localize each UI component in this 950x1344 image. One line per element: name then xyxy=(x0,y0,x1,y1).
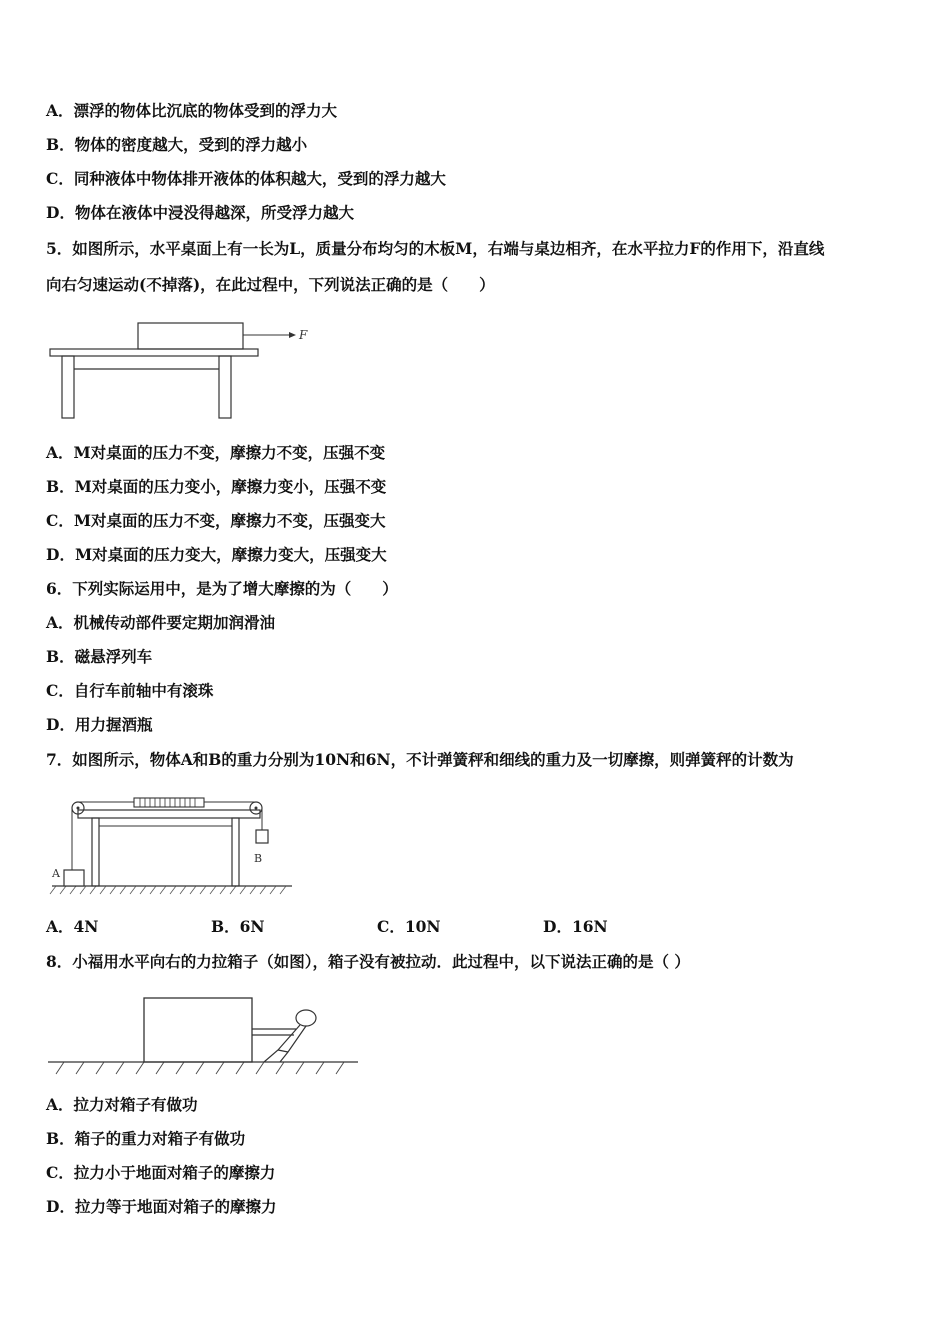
label-b: B xyxy=(254,852,263,865)
table-leg-left xyxy=(62,356,74,418)
q6-stem: 6．下列实际运用中，是为了增大摩擦的为（ ） xyxy=(46,579,398,598)
q5-table-figure xyxy=(46,318,326,422)
q5-stem-line1: 5．如图所示，水平桌面上有一长为L，质量分布均匀的木板M，右端与桌边相齐，在水平拉力F的作用下，沿直线 xyxy=(46,239,825,258)
q6-option-c: C．自行车前轴中有滚珠 xyxy=(46,681,214,700)
q4-option-c: C．同种液体中物体排开液体的体积越大，受到的浮力越大 xyxy=(46,169,446,188)
q7-option-b: B．6N xyxy=(211,917,265,936)
box xyxy=(144,998,252,1062)
q8-box-figure xyxy=(46,992,361,1082)
q5-stem-line2: 向右匀速运动(不掉落)，在此过程中，下列说法正确的是（ ） xyxy=(46,275,495,294)
table-top xyxy=(50,349,258,356)
q5-option-a: A．M对桌面的压力不变，摩擦力不变，压强不变 xyxy=(46,443,386,462)
person-head xyxy=(296,1010,316,1026)
q7-option-c: C．10N xyxy=(377,917,441,936)
force-label: F xyxy=(299,328,308,342)
spring-balance xyxy=(134,798,204,807)
q8-option-c: C．拉力小于地面对箱子的摩擦力 xyxy=(46,1163,276,1182)
q5-option-c: C．M对桌面的压力不变，摩擦力不变，压强变大 xyxy=(46,511,386,530)
q5-option-d: D．M对桌面的压力变大，摩擦力变大，压强变大 xyxy=(46,545,387,564)
block-a xyxy=(64,870,84,886)
q6-option-a: A．机械传动部件要定期加润滑油 xyxy=(46,613,276,632)
q8-option-b: B．箱子的重力对箱子有做功 xyxy=(46,1129,246,1148)
q7-option-d: D．16N xyxy=(543,917,608,936)
q8-stem: 8．小福用水平向右的力拉箱子（如图），箱子没有被拉动．此过程中，以下说法正确的是（ ） xyxy=(46,952,690,971)
table-leg-right xyxy=(219,356,231,418)
q4-option-a: A．漂浮的物体比沉底的物体受到的浮力大 xyxy=(46,101,338,120)
q7-pulley-figure xyxy=(46,790,296,905)
label-a: A xyxy=(52,867,60,880)
q6-option-b: B．磁悬浮列车 xyxy=(46,647,153,666)
q4-option-d: D．物体在液体中浸没得越深，所受浮力越大 xyxy=(46,203,354,222)
q7-stem: 7．如图所示，物体A和B的重力分别为10N和6N，不计弹簧秤和细线的重力及一切摩擦，则弹簧秤的计数为 xyxy=(46,750,794,769)
wooden-board-m xyxy=(138,323,243,349)
q7-option-a: A．4N xyxy=(46,917,99,936)
q4-option-b: B．物体的密度越大，受到的浮力越小 xyxy=(46,135,308,154)
q8-option-d: D．拉力等于地面对箱子的摩擦力 xyxy=(46,1197,277,1216)
block-b xyxy=(256,830,268,843)
q5-option-b: B．M对桌面的压力变小，摩擦力变小，压强不变 xyxy=(46,477,387,496)
q6-option-d: D．用力握酒瓶 xyxy=(46,715,153,734)
q8-option-a: A．拉力对箱子有做功 xyxy=(46,1095,198,1114)
